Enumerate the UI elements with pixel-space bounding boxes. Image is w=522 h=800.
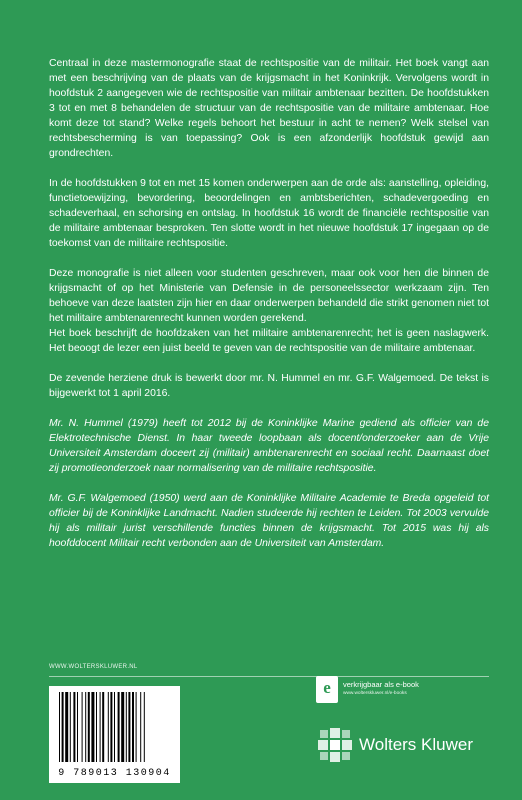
barcode-bar [62,692,64,762]
barcode-bar [70,692,71,762]
barcode-bar [100,692,101,762]
barcode-bar [108,692,109,762]
back-cover-text [49,56,489,566]
author-bio-hummel: Mr. N. Hummel (1979) heeft tot 2012 bij de Koninklijke Marine gediend als officier van de Elektrotechnische Dienst. In haar tweede loopbaan als docent/onderzoeker aan de Vrije Universiteit Amsterdam doceert zij (militair) ambtenarenrecht en sociaal recht. Daarnaast doet zij promotieonderzoek naar normalisering van de militaire rechtspositie. [49,418,489,474]
ebook-availability: verkrijgbaar als e-book [343,680,419,689]
barcode-bar [126,692,127,762]
publisher-website: WWW.WOLTERSKLUWER.NL [49,664,138,670]
paragraph-audience: Deze monografie is niet alleen voor studenten geschreven, maar ook voor hen die binnen de krijgsmacht of op het Ministerie van Defensie in de personeelssector werkzaam zijn. Ten behoeve van deze laatsten zijn hier en daar onderwerpen behandeld die strikt genomen niet tot het militaire ambtenarenrecht kunnen worden gerekend. [49,268,489,324]
publisher-logo-text: Wolters Kluwer [359,735,473,754]
barcode-bar [91,692,94,762]
paragraph-chapters: In de hoofdstukken 9 tot en met 15 komen onderwerpen aan de orde als: aanstelling, opleiding, functietoewijzing, bevordering, beoordelingen en ambtsberichten, schadevergoeding en schadeverhaal, en schorsing en ontslag. In hoofdstuk 16 wordt de financiële rechtspositie van de militaire ambtenaar besproken. Ten slotte wordt in het nieuwe hoofdstuk 17 ingegaan op de toekomst van de militaire rechtspositie. [49,178,489,249]
barcode-bar [65,692,68,762]
barcode-bar [110,692,112,762]
barcode-bar [140,692,141,762]
wolters-kluwer-logo-icon [317,727,353,763]
barcode-bar [114,692,115,762]
isbn-number: 9 789013 130904 [58,768,171,779]
barcode-bar [132,692,134,762]
footer-divider [49,676,489,677]
barcode-bar [59,692,60,762]
barcode-bar [102,692,104,762]
ebook-url: www.wolterskluwer.nl/e-books [343,691,407,696]
barcode-bar [88,692,90,762]
barcode-bar [82,692,83,762]
paragraph-intro: Centraal in deze mastermonografie staat de rechtspositie van de militair. Het boek vangt aan met een beschrijving van de plaats van de krijgsmacht in het Koninkrijk. Vervolgens wordt in hoofdstuk 2 aangegeven wie de rechtspositie van militair ambtenaar bezitten. De hoofdstukken 3 tot en met 8 behandelen de structuur van de rechtspositie van de militaire ambtenaar. Hoe komt deze tot stand? Welke regels behoort het bestuur in acht te nemen? Welk stelsel van rechtsbescherming is van toepassing? Ook is een afzonderlijk hoofdstuk gewijd aan grondrechten. [49,58,489,159]
barcode-bar [118,692,120,762]
isbn-barcode [49,686,180,783]
barcode-icon [57,692,172,762]
barcode-bar [144,692,145,762]
author-bio-walgemoed: Mr. G.F. Walgemoed (1950) werd aan de Koninklijke Militaire Academie te Breda opgeleid tot officier bij de Koninklijke Landmacht. Nadien studeerde hij rechten te Leiden. Tot 2003 vervulde hij als militair jurist verschillende functies binnen de krijgsmacht. Tot 2015 was hij als hoofddocent Militair recht verbonden aan de Universiteit van Amsterdam. [49,493,489,549]
ebook-icon: e [316,676,338,703]
barcode-bar [73,692,75,762]
barcode-bar [77,692,78,762]
paragraph-edition: De zevende herziene druk is bewerkt door mr. N. Hummel en mr. G.F. Walgemoed. De tekst is bijgewerkt tot 1 april 2016. [49,373,489,399]
barcode-bar [121,692,124,762]
barcode-bar [136,692,137,762]
paragraph-summary: Het boek beschrijft de hoofdzaken van het militaire ambtenarenrecht; het is geen naslagwerk. Het beoogt de lezer een juist beeld te geven van de rechtspositie van de militaire ambtenaar. [49,328,489,354]
barcode-bar [96,692,97,762]
barcode-bar [128,692,130,762]
barcode-bar [85,692,86,762]
